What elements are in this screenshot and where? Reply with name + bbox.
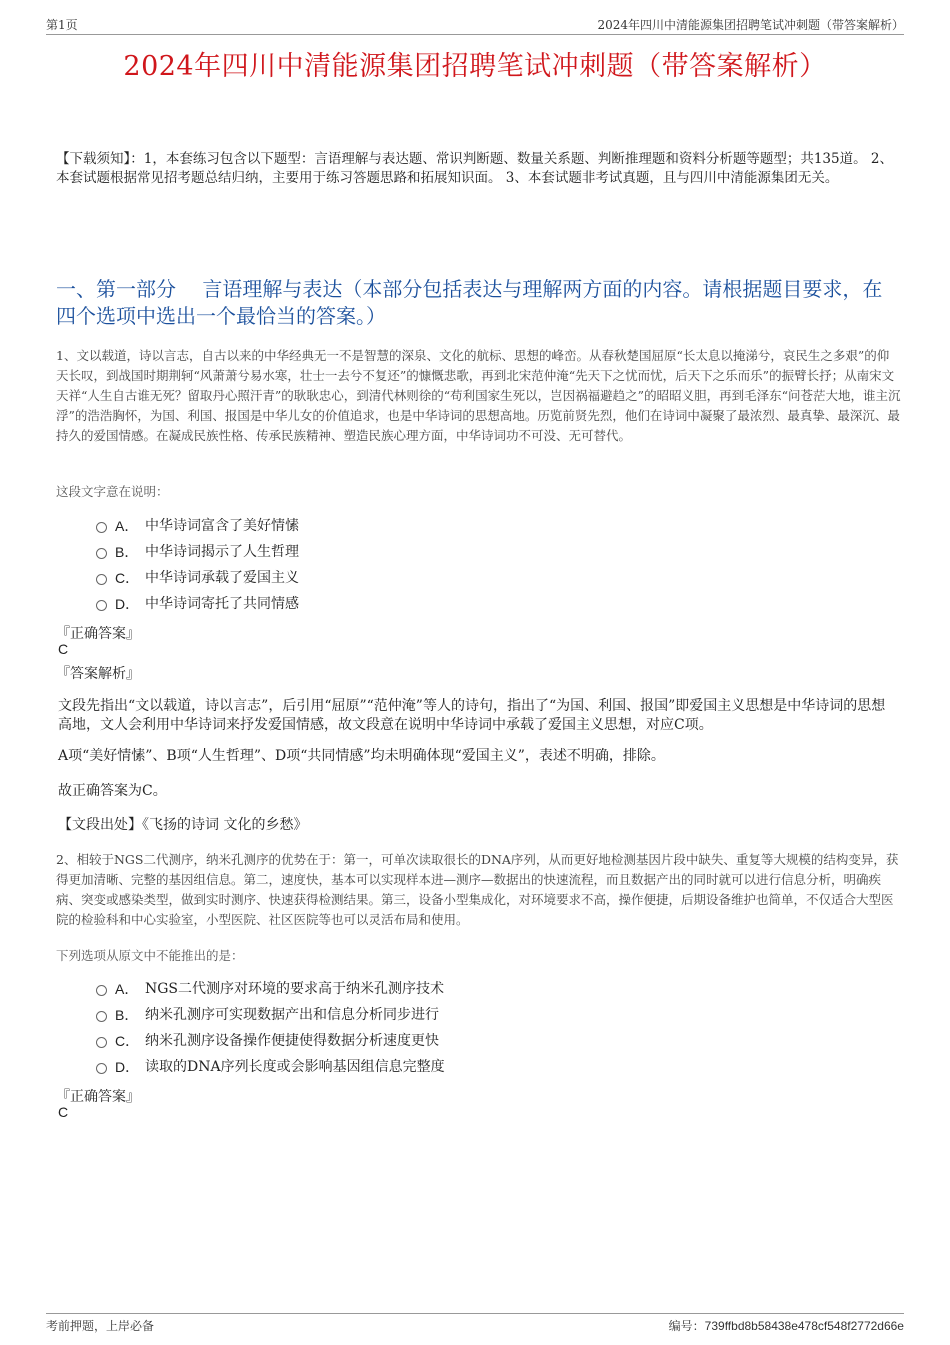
question-2-answer-label: 『正确答案』 xyxy=(56,1089,140,1105)
question-1-source: 【文段出处】《飞扬的诗词 文化的乡愁》 xyxy=(58,817,308,833)
question-2-prompt: 下列选项从原文中不能推出的是： xyxy=(56,948,244,963)
question-1-analysis-p2: A项“美好情愫”、B项“人生哲理”、D项“共同情感”均未明确体现“爱国主义”，表述不明确，排除。 xyxy=(58,748,665,764)
header-doc-title: 2024年四川中清能源集团招聘笔试冲刺题（带答案解析） xyxy=(597,18,904,32)
question-2-option-b[interactable]: B． 纳米孔测序可实现数据产出和信息分析同步进行 xyxy=(96,1002,856,1028)
radio-icon[interactable] xyxy=(96,1063,107,1074)
page-header xyxy=(46,16,904,35)
question-2-option-a[interactable]: A． NGS二代测序对环境的要求高于纳米孔测序技术 xyxy=(96,976,856,1002)
question-1-answer: C xyxy=(58,641,69,657)
question-1-analysis-p3: 故正确答案为C。 xyxy=(58,783,167,799)
radio-icon[interactable] xyxy=(96,1011,107,1022)
question-2-text: 2、相较于NGS二代测序，纳米孔测序的优势在于：第一，可单次读取很长的DNA序列，从而更好地检测基因片段中缺失、重复等大规模的结构变异，获得更加清晰、完整的基因组信息。第二，速度快，基本可以实现样本进—测序—数据出的快速流程，而且数据产出的同时就可以进行信息分析，明确疾病、突变或感染类型，做到实时测序、快速获得检测结果。第三，设备小型集成化，对环境要求不高，操作便捷，后期设备维护也简单，不仅适合大型医院的检验科和中心实验室，小型医院、社区医院等也可以灵活布局和使用。 xyxy=(56,852,899,927)
question-1-option-c[interactable]: C． 中华诗词承载了爱国主义 xyxy=(96,565,856,591)
footer-slogan: 考前押题，上岸必备 xyxy=(46,1319,155,1333)
question-2-option-d[interactable]: D． 读取的DNA序列长度或会影响基因组信息完整度 xyxy=(96,1054,856,1080)
page-footer xyxy=(46,1313,904,1334)
radio-icon[interactable] xyxy=(96,522,107,533)
question-1-analysis-p1: 文段先指出“文以载道，诗以言志”，后引用“屈原”“范仲淹”等人的诗句，指出了“为国、利国、报国”即爱国主义思想是中华诗词的思想高地，文人会利用中华诗词来抒发爱国情感，故文段意在说明中华诗词中承载了爱国主义思想，对应C项。 xyxy=(58,698,886,733)
page-title: 2024年四川中清能源集团招聘笔试冲刺题（带答案解析） xyxy=(123,51,827,82)
question-1-answer-label: 『正确答案』 xyxy=(56,626,140,642)
question-1-option-b[interactable]: B． 中华诗词揭示了人生哲理 xyxy=(96,539,856,565)
question-2-answer: C xyxy=(58,1104,69,1120)
radio-icon[interactable] xyxy=(96,548,107,559)
radio-icon[interactable] xyxy=(96,985,107,996)
section-title: 一、第一部分 言语理解与表达（本部分包括表达与理解两方面的内容。请根据题目要求，在四个选项中选出一个最恰当的答案。） xyxy=(56,277,883,328)
question-1-analysis-label: 『答案解析』 xyxy=(56,666,140,682)
download-notice: 【下载须知】：1，本套练习包含以下题型：言语理解与表达题、常识判断题、数量关系题、判断推理题和资料分析题等题型；共135道。 2、本套试题根据常见招考题总结归纳，主要用于练习答题思路和拓展知识面。 3、本套试题非考试真题，且与四川中清能源集团无关。 xyxy=(56,151,893,186)
question-1-text: 1、文以载道，诗以言志，自古以来的中华经典无一不是智慧的深泉、文化的航标、思想的峰峦。从春秋楚国屈原“长太息以掩涕兮，哀民生之多艰”的仰天长叹，到战国时期荆轲“风萧萧兮易水寒，壮士一去兮不复还”的慷慨悲歌，再到北宋范仲淹“先天下之忧而忧，后天下之乐而乐”的振臂长抒；从南宋文天祥“人生自古谁无死？留取丹心照汗青”的耿耿忠心，到清代林则徐的“苟利国家生死以，岂因祸福避趋之”的昭昭义胆，再到毛泽东“问苍茫大地，谁主沉浮”的浩浩胸怀，为国、利国、报国是中华儿女的价值追求，也是中华诗词的思想高地。历览前贤先烈，他们在诗词中凝聚了最浓烈、最真挚、最深沉、最持久的爱国情感。在凝成民族性格、传承民族精神、塑造民族心理方面，中华诗词功不可没、无可替代。 xyxy=(56,348,901,443)
question-1-options xyxy=(96,513,856,617)
page-number: 第1页 xyxy=(46,18,78,32)
radio-icon[interactable] xyxy=(96,1037,107,1048)
question-2-options xyxy=(96,976,856,1080)
question-1-prompt: 这段文字意在说明： xyxy=(56,484,169,499)
question-2-option-c[interactable]: C． 纳米孔测序设备操作便捷使得数据分析速度更快 xyxy=(96,1028,856,1054)
radio-icon[interactable] xyxy=(96,574,107,585)
question-1-option-d[interactable]: D． 中华诗词寄托了共同情感 xyxy=(96,591,856,617)
footer-code: 编号：739ffbd8b58438e478cf548f2772d66e xyxy=(668,1319,904,1333)
question-1-option-a[interactable]: A． 中华诗词富含了美好情愫 xyxy=(96,513,856,539)
radio-icon[interactable] xyxy=(96,600,107,611)
